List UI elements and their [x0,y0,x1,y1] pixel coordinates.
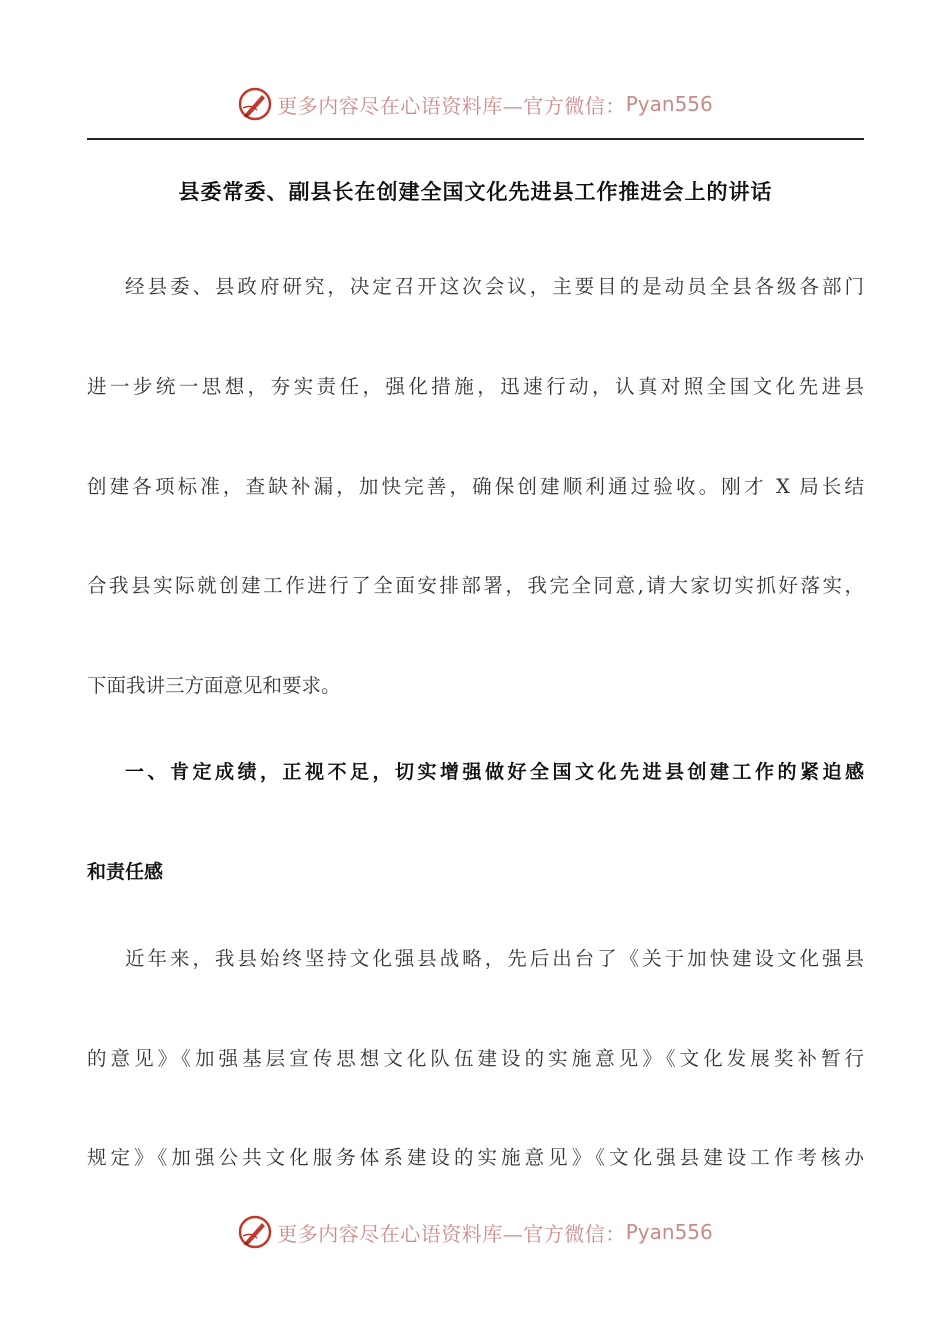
body-line: 进一步统一思想，夯实责任，强化措施，迅速行动，认真对照全国文化先进县 [87,375,864,398]
banner-text: 更多内容尽在心语资料库—官方微信： [277,1221,626,1246]
body-line: 的意见》《加强基层宣传思想文化队伍建设的实施意见》《文化发展奖补暂行 [87,1047,864,1070]
banner-wechat-id: Pyan556 [625,92,713,116]
pen-logo-icon [237,86,273,122]
body-line: 规定》《加强公共文化服务体系建设的实施意见》《文化强县建设工作考核办 [87,1146,864,1169]
header-rule [87,138,864,140]
section-heading: 一、肯定成绩，正视不足，切实增强做好全国文化先进县创建工作的紧迫感 [125,761,864,783]
body-line: 近年来，我县始终坚持文化强县战略，先后出台了《关于加快建设文化强县 [125,947,864,970]
body-line: 下面我讲三方面意见和要求。 [87,674,341,697]
banner-wechat-id: Pyan556 [625,1220,713,1244]
pen-logo-icon [237,1214,273,1250]
banner-text: 更多内容尽在心语资料库—官方微信： [277,93,626,118]
body-line: 合我县实际就创建工作进行了全面安排部署，我完全同意,请大家切实抓好落实， [87,574,864,597]
footer-banner [0,1212,950,1252]
header-banner [0,84,950,124]
body-line: 创建各项标准，查缺补漏，加快完善，确保创建顺利通过验收。刚才 X 局长结 [87,475,864,498]
document-title: 县委常委、副县长在创建全国文化先进县工作推进会上的讲话 [178,180,773,204]
body-line: 经县委、县政府研究，决定召开这次会议，主要目的是动员全县各级各部门 [125,275,864,298]
section-heading: 和责任感 [87,861,164,883]
